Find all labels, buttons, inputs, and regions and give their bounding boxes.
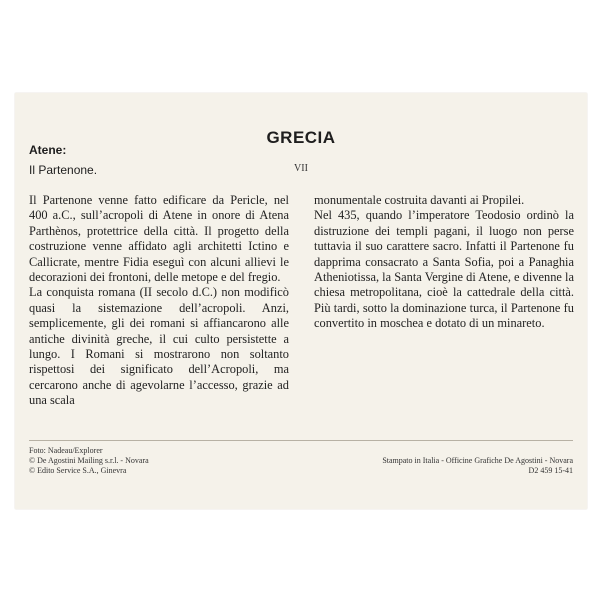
credit-line: © Edito Service S.A., Ginevra xyxy=(29,466,127,476)
body-paragraph: Il Partenone venne fatto edificare da Pericle, nel 400 a.C., sull’acropoli di Atene in onore di Atena Parthènos, protettrice della città. Il progetto della costruzione venne affidato agli architetti Ictino e Callicrate, mentre Fidia eseguì con alcuni allievi le decorazioni dei frontoni, delle metope e del fregio. xyxy=(29,193,289,285)
photo-credits xyxy=(29,446,149,477)
body-paragraph: La conquista romana (II secolo d.C.) non modificò quasi la sistemazione dell’acropoli. Anzi, semplicemente, gli dei romani si affiancarono alle antiche divinità greche, il cui culto persistette a lungo. I Romani si mostrarono non soltanto rispettosi dei significato dell’Acropoli, ma cercarono anche di agevolarne l’accesso, grazie ad una scala xyxy=(29,285,289,408)
body-paragraph: Nel 435, quando l’imperatore Teodosio ordinò la distruzione dei templi pagani, il luogo non perse tuttavia il suo carattere sacro. Infatti il Partenone fu dapprima consacrato a Santa Sofia, poi a Panaghia Atheniotissa, la Santa Vergine di Atene, e divenne la chiesa metropolitana, cioè la cattedrale della città. Più tardi, sotto la dominazione turca, il Partenone fu convertito in moschea e dotato di un minareto. xyxy=(314,208,574,331)
body-column-left xyxy=(29,193,289,409)
credit-line: Foto: Nadeau/Explorer xyxy=(29,446,103,455)
subject-heading: Atene: xyxy=(29,143,67,157)
printer-info xyxy=(382,456,573,476)
body-column-right xyxy=(314,193,574,332)
card-title: GRECIA xyxy=(266,128,336,147)
printer-line: Stampato in Italia - Officine Grafiche De Agostini - Novara xyxy=(382,456,573,465)
series-number: VII xyxy=(294,163,308,174)
credit-line: © De Agostini Mailing s.r.l. - Novara xyxy=(29,456,149,466)
subject-subtitle: Il Partenone. xyxy=(29,163,98,177)
footer-divider xyxy=(29,440,573,441)
info-card xyxy=(15,93,587,509)
product-code: D2 459 15-41 xyxy=(528,466,573,476)
body-paragraph: monumentale costruita davanti ai Propilei. xyxy=(314,193,525,207)
